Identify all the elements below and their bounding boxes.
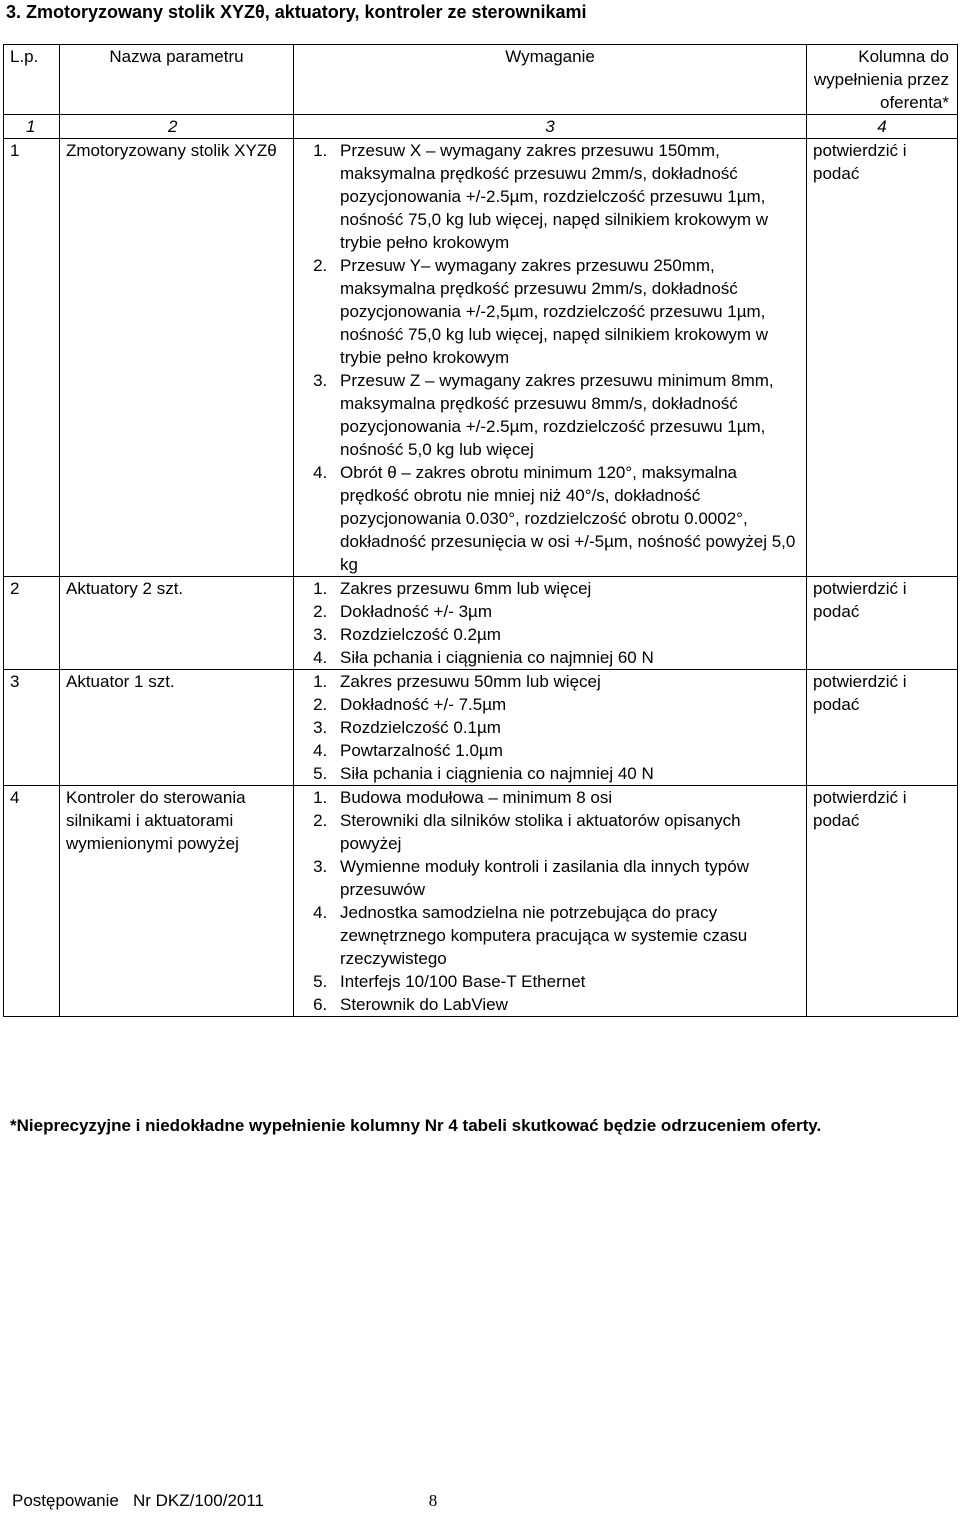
requirement-list (294, 670, 806, 785)
requirement-item: 2. Przesuw Y– wymagany zakres przesuwu 250mm, maksymalna prędkość przesuwu 2mm/s, dokładność pozycjonowania +/-2,5µm, rozdzielczość przesuwu 1µm, nośność 75,0 kg lub więcej, napęd silnikiem krokowym w trybie pełno krokowym (332, 254, 806, 369)
requirement-item: 4. Obrót θ – zakres obrotu minimum 120°, maksymalna prędkość obrotu nie mniej niż 40°/s, dokładność pozycjonowania 0.030°, rozdzielczość obrotu 0.0002°, dokładność przesunięcia w osi +/-5µm, nośność powyżej 5,0 kg (332, 461, 806, 576)
column-number-row (4, 115, 958, 139)
offerer-fill-cell: potwierdzić i podać (807, 786, 958, 1017)
parameter-name: Aktuatory 2 szt. (60, 577, 294, 670)
requirement-cell (294, 577, 807, 670)
requirement-item: 1. Zakres przesuwu 6mm lub więcej (332, 577, 806, 600)
requirement-item: 2. Dokładność +/- 3µm (332, 600, 806, 623)
requirement-item: 5. Siła pchania i ciągnienia co najmniej 40 N (332, 762, 806, 785)
offerer-fill-cell: potwierdzić i podać (807, 670, 958, 786)
table-row (4, 670, 958, 786)
header-requirement: Wymaganie (294, 45, 807, 115)
requirement-item: 1. Zakres przesuwu 50mm lub więcej (332, 670, 806, 693)
spec-table (3, 44, 958, 1017)
requirement-item: 5. Interfejs 10/100 Base-T Ethernet (332, 970, 806, 993)
requirement-item: 6. Sterownik do LabView (332, 993, 806, 1016)
requirement-list (294, 577, 806, 669)
page-number: 8 (428, 1491, 438, 1510)
requirement-item: 3. Rozdzielczość 0.2µm (332, 623, 806, 646)
parameter-name: Kontroler do sterowania silnikami i aktuatorami wymienionymi powyżej (60, 786, 294, 1017)
requirement-item: 4. Powtarzalność 1.0µm (332, 739, 806, 762)
requirement-item: 3. Wymienne moduły kontroli i zasilania dla innych typów przesuwów (332, 855, 806, 901)
header-fill-column: Kolumna do wypełnienia przez oferenta* (807, 45, 958, 115)
col-number-3: 3 (294, 115, 807, 139)
header-name: Nazwa parametru (60, 45, 294, 115)
requirement-list (294, 786, 806, 1016)
requirement-item: 4. Jednostka samodzielna nie potrzebująca do pracy zewnętrznego komputera pracująca w systemie czasu rzeczywistego (332, 901, 806, 970)
table-row (4, 786, 958, 1017)
col-number-1: 1 (4, 115, 60, 139)
row-lp: 2 (4, 577, 60, 670)
requirement-item: 3. Rozdzielczość 0.1µm (332, 716, 806, 739)
row-lp: 1 (4, 139, 60, 577)
col-number-4: 4 (807, 115, 958, 139)
row-lp: 4 (4, 786, 60, 1017)
requirement-item: 1. Przesuw X – wymagany zakres przesuwu 150mm, maksymalna prędkość przesuwu 2mm/s, dokładność pozycjonowania +/-2.5µm, rozdzielczość przesuwu 1µm, nośność 75,0 kg lub więcej, napęd silnikiem krokowym w trybie pełno krokowym (332, 139, 806, 254)
header-lp: L.p. (4, 45, 60, 115)
parameter-name: Aktuator 1 szt. (60, 670, 294, 786)
page-title: 3. Zmotoryzowany stolik XYZθ, aktuatory, kontroler ze sterownikami (6, 2, 587, 22)
row-lp: 3 (4, 670, 60, 786)
footnote: *Nieprecyzyjne i niedokładne wypełnienie kolumny Nr 4 tabeli skutkować będzie odrzuceniem oferty. (10, 1116, 822, 1135)
requirement-item: 1. Budowa modułowa – minimum 8 osi (332, 786, 806, 809)
table-row (4, 139, 958, 577)
requirement-cell (294, 139, 807, 577)
requirement-item: 3. Przesuw Z – wymagany zakres przesuwu minimum 8mm, maksymalna prędkość przesuwu 8mm/s, dokładność pozycjonowania +/-2.5µm, rozdzielczość przesuwu 1µm, nośność 5,0 kg lub więcej (332, 369, 806, 461)
requirement-item: 4. Siła pchania i ciągnienia co najmniej 60 N (332, 646, 806, 669)
table-header-row (4, 45, 958, 115)
offerer-fill-cell: potwierdzić i podać (807, 577, 958, 670)
table-row (4, 577, 958, 670)
col-number-2: 2 (60, 115, 294, 139)
parameter-name: Zmotoryzowany stolik XYZθ (60, 139, 294, 577)
requirement-cell (294, 786, 807, 1017)
page-footer (12, 1491, 437, 1511)
footer-reference: Postępowanie Nr DKZ/100/2011 (12, 1491, 264, 1510)
requirement-item: 2. Dokładność +/- 7.5µm (332, 693, 806, 716)
offerer-fill-cell: potwierdzić i podać (807, 139, 958, 577)
requirement-list (294, 139, 806, 576)
requirement-cell (294, 670, 807, 786)
requirement-item: 2. Sterowniki dla silników stolika i aktuatorów opisanych powyżej (332, 809, 806, 855)
